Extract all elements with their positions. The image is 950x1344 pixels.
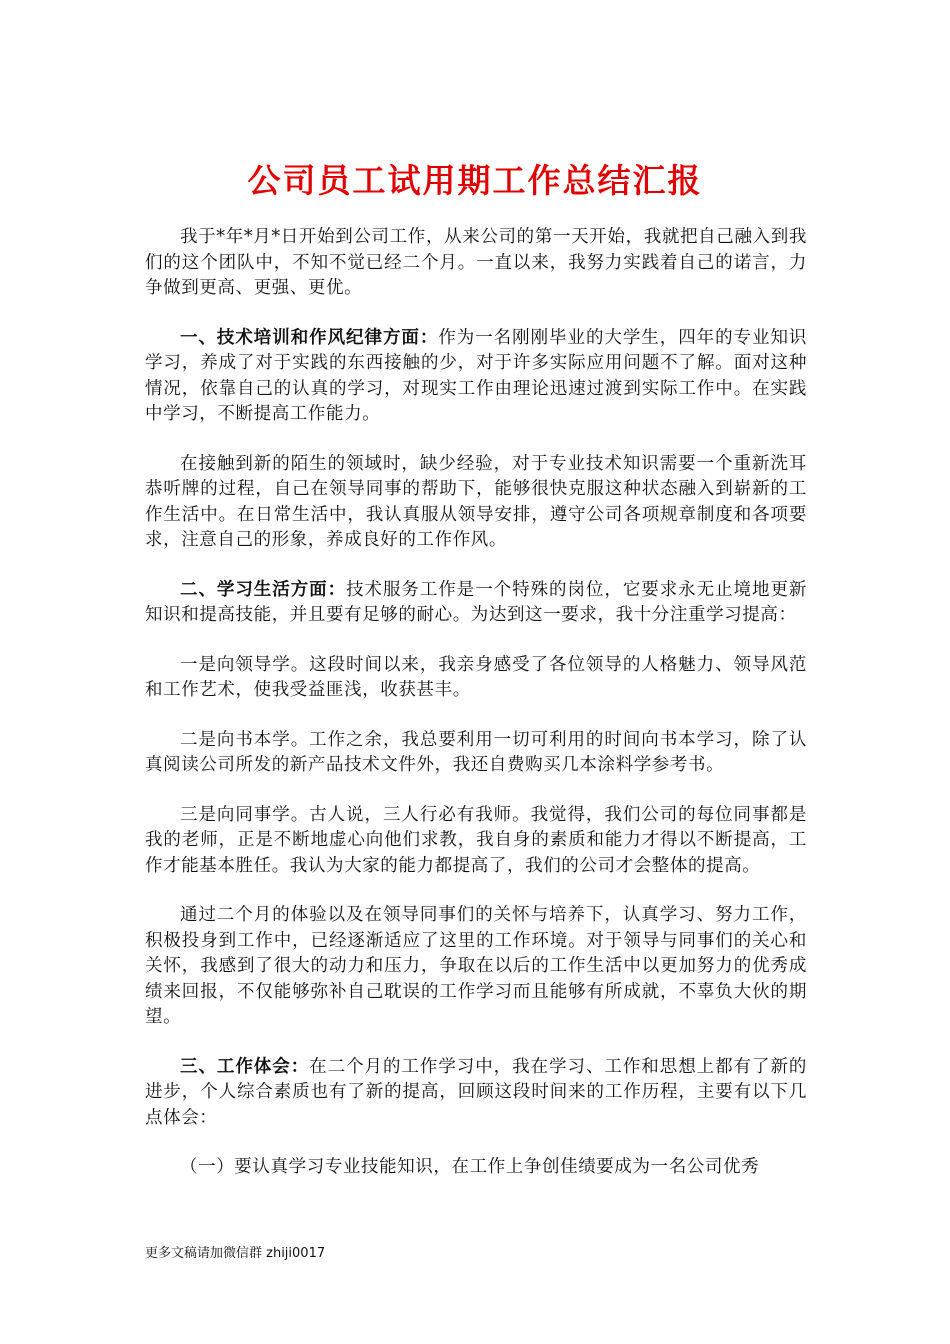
paragraph-text: 作为一名刚刚毕业的大学生，四年的专业知识学习，养成了对于实践的东西接触的少，对于许多实际应用问题不了解。面对这种情况，依靠自己的认真的学习，对现实工作由理论迅速过渡到实际工作中。在实践中学习，不断提高工作能力。 xyxy=(145,327,808,424)
paragraph-section-2 xyxy=(145,578,807,629)
paragraph-text: 在二个月的工作学习中，我在学习、工作和思想上都有了新的进步，个人综合素质也有了新的提高，回顾这段时间来的工作历程，主要有以下几点体会： xyxy=(145,1056,808,1128)
paragraph-text: 我于*年*月*日开始到公司工作，从来公司的第一天开始，我就把自己融入到我们的这个团队中，不知不觉已经二个月。一直以来，我努力实践着自己的诺言，力争做到更高、更强、更优。 xyxy=(145,227,807,298)
paragraph-text: 在接触到新的陌生的领域时，缺少经验，对于专业技术知识需要一个重新洗耳恭听牌的过程，自己在领导同事的帮助下，能够很快克服这种状态融入到崭新的工作生活中。在日常生活中，我认真服从领导安排，遵守公司各项规章制度和各项要求，注意自己的形象，养成良好的工作作风。 xyxy=(145,453,807,550)
paragraph-summary xyxy=(145,903,807,1031)
section-heading: 三、工作体会： xyxy=(180,1056,310,1077)
paragraph-section-3 xyxy=(145,1055,807,1132)
paragraph-learn-leaders xyxy=(145,653,807,704)
section-heading: 二、学习生活方面： xyxy=(180,579,347,600)
paragraph-learn-books xyxy=(145,728,807,779)
paragraph-section-1-detail xyxy=(145,452,807,554)
footer-note: 更多文稿请加微信群 zhiji0017 xyxy=(145,1246,326,1261)
paragraph-intro xyxy=(145,225,807,302)
paragraph-text: 二是向书本学。工作之余，我总要利用一切可利用的时间向书本学习，除了认真阅读公司所发的新产品技术文件外，我还自费购买几本涂料学参考书。 xyxy=(145,729,807,775)
paragraph-text: 通过二个月的体验以及在领导同事们的关怀与培养下，认真学习、努力工作，积极投身到工作中，已经逐渐适应了这里的工作环境。对于领导与同事们的关心和关怀，我感到了很大的动力和压力，争取在以后的工作生活中以更加努力的优秀成绩来回报，不仅能够弥补自己耽误的工作学习而且能够有所成就，不辜负大伙的期望。 xyxy=(145,905,807,1027)
document-body xyxy=(145,225,807,1205)
paragraph-point-1 xyxy=(145,1155,807,1181)
section-heading: 一、技术培训和作风纪律方面： xyxy=(180,327,439,348)
document-title: 公司员工试用期工作总结汇报 xyxy=(247,161,703,200)
paragraph-learn-colleagues xyxy=(145,803,807,880)
paragraph-text: 技术服务工作是一个特殊的岗位，它要求永无止境地更新知识和提高技能，并且要有足够的耐心。为达到这一要求，我十分注重学习提高： xyxy=(145,579,807,625)
paragraph-text: 一是向领导学。这段时间以来，我亲身感受了各位领导的人格魅力、领导风范和工作艺术，使我受益匪浅，收获甚丰。 xyxy=(145,654,807,700)
paragraph-text: 三是向同事学。古人说，三人行必有我师。我觉得，我们公司的每位同事都是我的老师，正是不断地虚心向他们求教，我自身的素质和能力才得以不断提高，工作才能基本胜任。我认为大家的能力都提高了，我们的公司才会整体的提高。 xyxy=(145,804,807,876)
paragraph-section-1 xyxy=(145,326,807,428)
paragraph-text: （一）要认真学习专业技能知识，在工作上争创佳绩要成为一名公司优秀 xyxy=(180,1157,760,1177)
